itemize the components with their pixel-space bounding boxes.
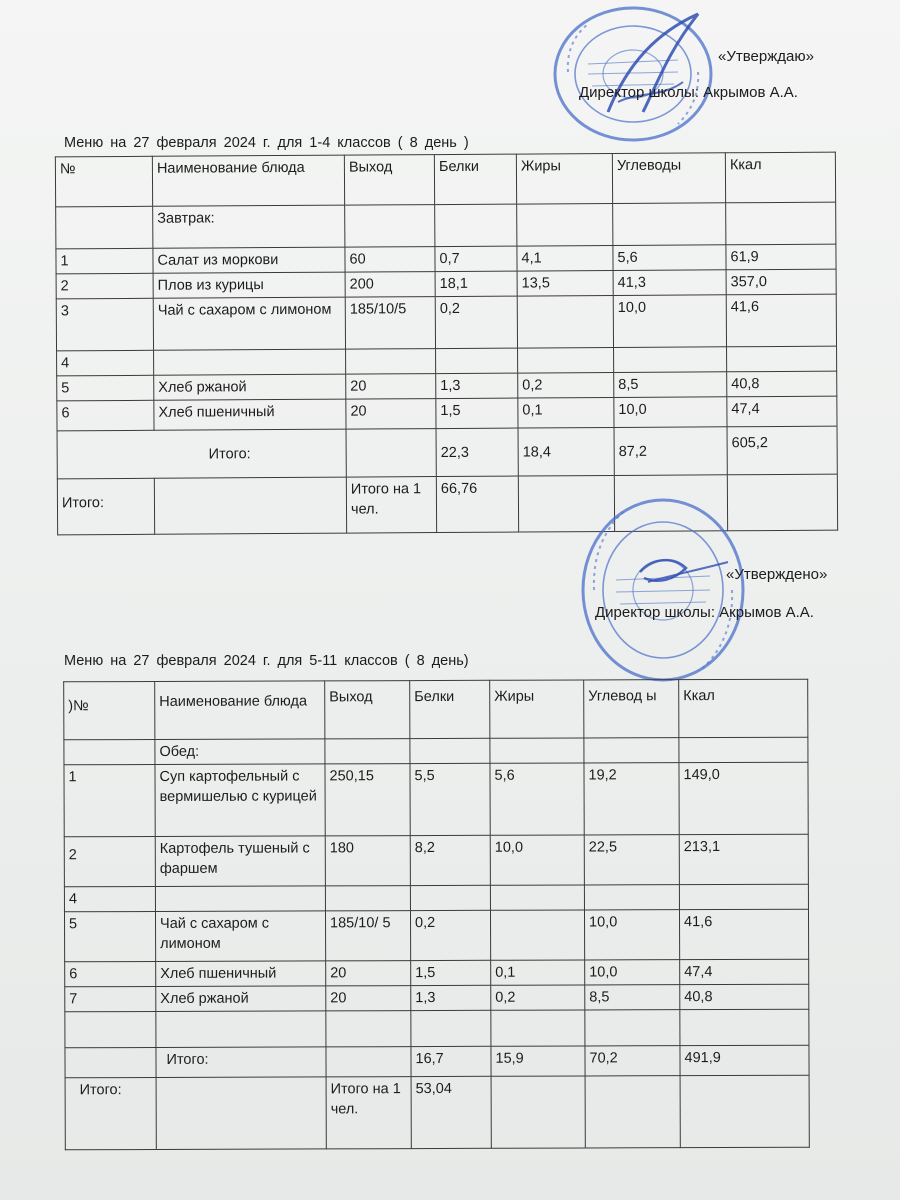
- section-row: [64, 737, 808, 765]
- header-fats: Жиры: [516, 153, 612, 204]
- approval-label-middle: «Утверждено»: [726, 566, 828, 583]
- per-person-note: Итого на 1 чел.: [346, 477, 436, 534]
- per-person-value: 53,04: [411, 1076, 491, 1148]
- header-portion: Выход: [344, 155, 434, 206]
- per-person-label: Итого:: [57, 478, 154, 535]
- header-carbs: Углеводы: [612, 153, 725, 204]
- total-label: Итого:: [156, 1047, 326, 1078]
- total-proteins: 16,7: [411, 1046, 491, 1076]
- total-label: Итого:: [57, 429, 346, 479]
- header-kcal: Ккал: [725, 152, 835, 203]
- table-row: 5 Хлеб ржаной 20 1,3 0,2 8,5 40,8: [57, 371, 837, 401]
- total-row: [65, 1045, 809, 1078]
- total-carbs: 70,2: [585, 1046, 680, 1076]
- school-seal-stamp-middle: [578, 492, 748, 688]
- table-row: 6 Хлеб пшеничный 20 1,5 0,1 10,0 47,4: [65, 959, 809, 987]
- menu-title-1-4: Меню на 27 февраля 2024 г. для 1-4 классов ( 8 день ): [64, 135, 469, 151]
- table-header-row: [55, 152, 835, 207]
- per-person-note: Итого на 1 чел.: [326, 1077, 411, 1149]
- per-person-row: [65, 1075, 809, 1150]
- director-line-top: Директор школы: Акрымов А.А.: [579, 84, 798, 101]
- header-dish-name: Наименование блюда: [155, 681, 325, 740]
- per-person-label: Итого:: [65, 1077, 156, 1149]
- header-proteins: Белки: [410, 680, 490, 738]
- total-kcal: 491,9: [680, 1045, 809, 1075]
- total-proteins: 22,3: [436, 428, 518, 477]
- total-fats: 15,9: [491, 1046, 585, 1076]
- total-carbs: 87,2: [614, 427, 727, 476]
- table-row: 4: [57, 346, 837, 376]
- table-row: 6 Хлеб пшеничный 20 1,5 0,1 10,0 47,4: [57, 396, 837, 431]
- menu-table-1-4: [55, 152, 838, 536]
- table-header-row: [64, 679, 808, 740]
- table-row: 1 Суп картофельный с вермишелью с курицей 250,15 5,5 5,6 19,2 149,0: [64, 762, 808, 837]
- table-row: 1 Салат из моркови 60 0,7 4,1 5,6 61,9: [56, 244, 836, 274]
- per-person-value: 66,76: [436, 476, 518, 532]
- section-label: Завтрак:: [153, 205, 345, 248]
- table-row: [65, 1009, 809, 1048]
- approval-label-top: «Утверждаю»: [718, 48, 814, 65]
- header-number: )№: [64, 681, 155, 739]
- header-fats: Жиры: [490, 680, 584, 738]
- table-row: 2 Картофель тушеный с фаршем 180 8,2 10,0 22,5 213,1: [64, 834, 808, 887]
- table-row: 7 Хлеб ржаной 20 1,3 0,2 8,5 40,8: [65, 984, 809, 1012]
- menu-title-5-11: Меню на 27 февраля 2024 г. для 5-11 классов ( 8 день): [64, 653, 469, 669]
- header-proteins: Белки: [434, 154, 516, 204]
- total-row: [57, 426, 837, 479]
- table-row: 2 Плов из курицы 200 18,1 13,5 41,3 357,0: [56, 269, 836, 299]
- header-kcal: Ккал: [679, 679, 808, 737]
- header-number: №: [55, 156, 152, 207]
- section-label: Обед:: [155, 739, 325, 765]
- table-row: 5 Чай с сахаром с лимоном 185/10/ 5 0,2 10,0 41,6: [64, 909, 808, 962]
- total-kcal: 605,2: [727, 426, 837, 475]
- table-row: 3 Чай с сахаром с лимоном 185/10/5 0,2 10,0 41,6: [56, 294, 836, 351]
- section-row: [56, 202, 836, 249]
- header-portion: Выход: [325, 681, 410, 739]
- header-dish-name: Наименование блюда: [152, 155, 344, 206]
- table-row: 4: [64, 884, 808, 912]
- total-fats: 18,4: [518, 427, 614, 476]
- director-line-middle: Директор школы: Акрымов А.А.: [595, 604, 814, 621]
- header-carbs: Углевод ы: [584, 680, 679, 738]
- menu-table-5-11: [63, 679, 810, 1151]
- school-seal-stamp-top: [548, 2, 718, 152]
